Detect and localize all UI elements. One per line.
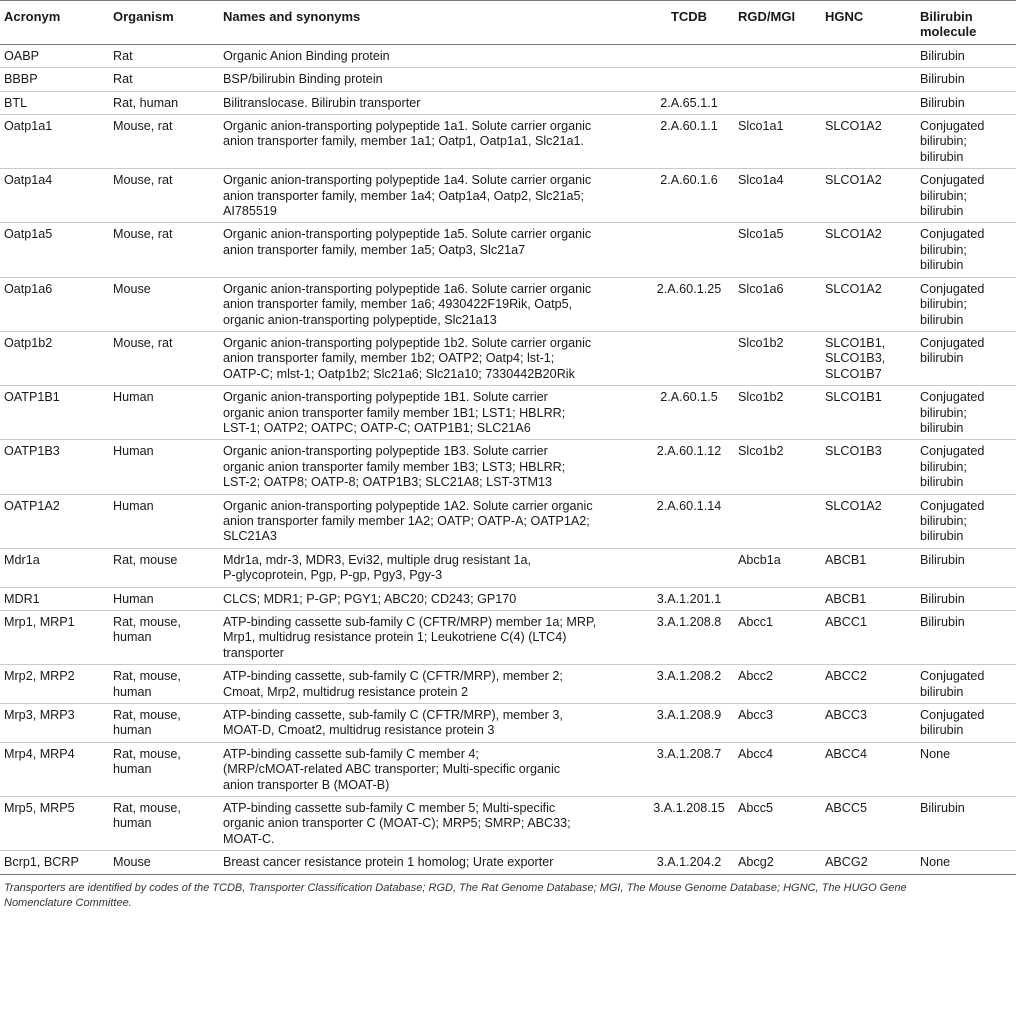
cell-names: [219, 440, 644, 494]
cell-names: [219, 851, 644, 874]
cell-bilirubin-line: Bilirubin: [920, 48, 965, 63]
cell-bilirubin-line: Bilirubin: [920, 591, 965, 606]
cell-acronym: Bcrp1, BCRP: [0, 851, 109, 874]
table-row: [0, 494, 1016, 548]
cell-hgnc-line: ABCC3: [825, 708, 867, 723]
cell-names-line: ATP-binding cassette sub-family C member 5; Multi-specific: [223, 801, 556, 816]
cell-names-line: anion transporter family, member 1a4; Oatp1a4, Oatp2, Slc21a5;: [223, 188, 584, 203]
cell-hgnc-line: SLCO1B3,: [825, 351, 886, 366]
cell-organism-line: Mouse: [113, 855, 151, 870]
header-bilirubin: [916, 1, 1016, 45]
cell-bilirubin-line: bilirubin: [920, 204, 964, 219]
cell-organism: [109, 331, 219, 385]
cell-hgnc-line: SLCO1A2: [825, 281, 882, 296]
cell-tcdb: 3.A.1.208.2: [644, 665, 734, 704]
cell-hgnc: [821, 169, 916, 223]
cell-tcdb: [644, 44, 734, 67]
cell-bilirubin-line: bilirubin: [920, 684, 964, 699]
cell-names-line: Organic anion-transporting polypeptide 1a1. Solute carrier organic: [223, 119, 592, 134]
cell-names: [219, 742, 644, 796]
cell-organism-line: Rat, mouse,: [113, 615, 181, 629]
cell-organism: [109, 386, 219, 440]
cell-acronym: Mrp5, MRP5: [0, 797, 109, 851]
cell-bilirubin-line: bilirubin;: [920, 188, 967, 203]
cell-organism: [109, 851, 219, 874]
cell-organism: [109, 742, 219, 796]
cell-bilirubin-line: bilirubin;: [920, 513, 967, 528]
cell-hgnc: [821, 548, 916, 587]
cell-rgd-mgi: Slco1b2: [734, 440, 821, 494]
cell-acronym: MDR1: [0, 587, 109, 610]
table-row: [0, 704, 1016, 743]
table-row: [0, 223, 1016, 277]
cell-rgd-mgi: Slco1b2: [734, 331, 821, 385]
cell-organism-line: Rat, mouse,: [113, 746, 181, 761]
cell-bilirubin: [916, 797, 1016, 851]
table-row: [0, 851, 1016, 874]
table-row: [0, 587, 1016, 610]
cell-names-line: organic anion transporter C (MOAT-C); MRP5; SMRP; ABC33;: [223, 816, 571, 831]
cell-tcdb: 3.A.1.204.2: [644, 851, 734, 874]
cell-tcdb: 2.A.60.1.5: [644, 386, 734, 440]
cell-names: [219, 223, 644, 277]
cell-hgnc: [821, 494, 916, 548]
cell-organism: [109, 611, 219, 665]
cell-names-line: Breast cancer resistance protein 1 homolog; Urate exporter: [223, 855, 554, 870]
cell-names-line: ATP-binding cassette, sub-family C (CFTR/MRP), member 2;: [223, 669, 563, 684]
cell-bilirubin-line: bilirubin: [920, 475, 964, 490]
cell-organism-line: Rat: [113, 72, 133, 87]
cell-names-line: OATP-C; mlst-1; Oatp1b2; Slc21a6; Slc21a10; 7330442B20Rik: [223, 366, 575, 381]
cell-rgd-mgi: Abcc3: [734, 704, 821, 743]
cell-hgnc: [821, 797, 916, 851]
cell-acronym: Oatp1a4: [0, 169, 109, 223]
cell-names-line: (MRP/cMOAT-related ABC transporter; Multi-specific organic: [223, 762, 561, 777]
cell-bilirubin-line: bilirubin: [920, 258, 964, 273]
cell-names-line: Cmoat, Mrp2, multidrug resistance protein 2: [223, 684, 468, 699]
cell-hgnc-line: SLCO1B1: [825, 390, 882, 405]
header-organism: Organism: [109, 1, 219, 45]
cell-names: [219, 704, 644, 743]
cell-rgd-mgi: Abcc5: [734, 797, 821, 851]
cell-hgnc-line: ABCC4: [825, 746, 867, 761]
cell-bilirubin: [916, 68, 1016, 91]
cell-tcdb: 3.A.1.208.8: [644, 611, 734, 665]
cell-bilirubin: [916, 386, 1016, 440]
cell-tcdb: 3.A.1.208.7: [644, 742, 734, 796]
cell-bilirubin-line: Conjugated: [920, 119, 985, 134]
cell-hgnc: [821, 587, 916, 610]
cell-names-line: ATP-binding cassette, sub-family C (CFTR/MRP), member 3,: [223, 708, 563, 723]
cell-hgnc-line: ABCC2: [825, 669, 867, 684]
cell-hgnc-line: SLCO1B3: [825, 444, 882, 459]
cell-tcdb: 2.A.60.1.6: [644, 169, 734, 223]
table-body: [0, 44, 1016, 874]
cell-names-line: Organic anion-transporting polypeptide 1B1. Solute carrier: [223, 390, 548, 405]
cell-names-line: Organic anion-transporting polypeptide 1B3. Solute carrier: [223, 444, 548, 459]
cell-acronym: BTL: [0, 91, 109, 114]
cell-bilirubin: [916, 494, 1016, 548]
cell-hgnc-line: SLCO1A2: [825, 173, 882, 188]
cell-tcdb: 3.A.1.208.15: [644, 797, 734, 851]
cell-names-line: BSP/bilirubin Binding protein: [223, 72, 383, 87]
cell-rgd-mgi: Slco1a5: [734, 223, 821, 277]
cell-tcdb: 2.A.65.1.1: [644, 91, 734, 114]
cell-rgd-mgi: Abcc4: [734, 742, 821, 796]
cell-bilirubin: [916, 169, 1016, 223]
header-names: Names and synonyms: [219, 1, 644, 45]
cell-organism-line: Rat, mouse,: [113, 669, 181, 684]
cell-bilirubin-line: bilirubin: [920, 312, 964, 327]
cell-hgnc-line: ABCC1: [825, 615, 867, 629]
cell-names-line: organic anion transporter family member 1B3; LST3; HBLRR;: [223, 459, 566, 474]
table-row: [0, 797, 1016, 851]
cell-rgd-mgi: [734, 494, 821, 548]
cell-bilirubin-line: bilirubin: [920, 351, 964, 366]
cell-organism: [109, 548, 219, 587]
cell-bilirubin: [916, 277, 1016, 331]
cell-names-line: anion transporter family, member 1b2; OATP2; Oatp4; lst-1;: [223, 351, 555, 366]
cell-hgnc-line: SLCO1B7: [825, 366, 882, 381]
table-row: [0, 277, 1016, 331]
cell-rgd-mgi: Slco1a6: [734, 277, 821, 331]
cell-organism-line: Human: [113, 390, 154, 405]
cell-hgnc-line: SLCO1A2: [825, 498, 882, 513]
cell-organism: [109, 797, 219, 851]
cell-bilirubin-line: bilirubin;: [920, 134, 967, 149]
cell-names-line: ATP-binding cassette sub-family C (CFTR/MRP) member 1a; MRP,: [223, 615, 597, 629]
cell-tcdb: 2.A.60.1.14: [644, 494, 734, 548]
cell-bilirubin: [916, 611, 1016, 665]
table-row: [0, 91, 1016, 114]
header-hgnc: HGNC: [821, 1, 916, 45]
cell-hgnc-line: SLCO1A2: [825, 119, 882, 134]
cell-names: [219, 548, 644, 587]
cell-names-line: LST-1; OATP2; OATPC; OATP-C; OATP1B1; SLC21A6: [223, 420, 531, 435]
cell-hgnc: [821, 386, 916, 440]
cell-names-line: Organic anion-transporting polypeptide 1a6. Solute carrier organic: [223, 281, 592, 296]
header-bilirubin-line: molecule: [920, 24, 977, 40]
cell-tcdb: [644, 548, 734, 587]
cell-names: [219, 91, 644, 114]
cell-organism: [109, 68, 219, 91]
cell-hgnc-line: ABCC5: [825, 801, 867, 816]
cell-bilirubin-line: Conjugated: [920, 173, 985, 188]
cell-acronym: Oatp1a6: [0, 277, 109, 331]
cell-names: [219, 44, 644, 67]
cell-names-line: anion transporter family, member 1a5; Oatp3, Slc21a7: [223, 242, 526, 257]
cell-names: [219, 331, 644, 385]
cell-hgnc: [821, 223, 916, 277]
cell-names: [219, 797, 644, 851]
table-row: [0, 742, 1016, 796]
cell-organism-line: Mouse, rat: [113, 335, 173, 350]
cell-bilirubin-line: bilirubin;: [920, 297, 967, 312]
cell-organism-line: Mouse: [113, 281, 151, 296]
cell-tcdb: 3.A.1.201.1: [644, 587, 734, 610]
cell-names-line: Organic Anion Binding protein: [223, 48, 390, 63]
cell-names-line: Organic anion-transporting polypeptide 1A2. Solute carrier organic: [223, 498, 593, 513]
cell-organism-line: Rat, mouse,: [113, 708, 181, 723]
cell-rgd-mgi: [734, 68, 821, 91]
cell-bilirubin: [916, 44, 1016, 67]
cell-organism-line: human: [113, 630, 152, 645]
cell-bilirubin-line: bilirubin: [920, 420, 964, 435]
cell-organism-line: human: [113, 816, 152, 831]
cell-bilirubin: [916, 665, 1016, 704]
cell-acronym: Oatp1b2: [0, 331, 109, 385]
cell-rgd-mgi: Abcb1a: [734, 548, 821, 587]
cell-bilirubin-line: bilirubin;: [920, 459, 967, 474]
cell-names: [219, 611, 644, 665]
cell-names-line: LST-2; OATP8; OATP-8; OATP1B3; SLC21A8; LST-3TM13: [223, 475, 552, 490]
cell-bilirubin-line: Conjugated: [920, 708, 985, 723]
cell-organism: [109, 665, 219, 704]
cell-organism-line: Mouse, rat: [113, 173, 173, 188]
cell-names-line: anion transporter family, member 1a1; Oatp1, Oatp1a1, Slc21a1.: [223, 134, 584, 149]
cell-organism-line: Mouse, rat: [113, 227, 173, 242]
cell-names: [219, 386, 644, 440]
cell-rgd-mgi: [734, 91, 821, 114]
cell-bilirubin-line: Conjugated: [920, 281, 985, 296]
cell-names-line: P-glycoprotein, Pgp, P-gp, Pgy3, Pgy-3: [223, 568, 443, 583]
cell-names: [219, 68, 644, 91]
cell-bilirubin-line: Conjugated: [920, 390, 985, 405]
cell-names-line: Mrp1, multidrug resistance protein 1; Leukotriene C(4) (LTC4): [223, 630, 567, 645]
cell-acronym: Oatp1a5: [0, 223, 109, 277]
table-row: [0, 44, 1016, 67]
cell-names-line: anion transporter B (MOAT-B): [223, 777, 390, 792]
table-row: [0, 548, 1016, 587]
cell-organism: [109, 169, 219, 223]
cell-bilirubin: [916, 851, 1016, 874]
cell-organism-line: Rat: [113, 48, 133, 63]
table-header: [0, 1, 1016, 45]
cell-bilirubin-line: bilirubin: [920, 529, 964, 544]
cell-hgnc-line: ABCB1: [825, 591, 867, 606]
cell-organism-line: Rat, mouse: [113, 552, 178, 567]
cell-bilirubin-line: Conjugated: [920, 444, 985, 459]
cell-hgnc: [821, 91, 916, 114]
cell-organism-line: Human: [113, 498, 154, 513]
cell-organism: [109, 587, 219, 610]
cell-hgnc: [821, 68, 916, 91]
header-row: [0, 1, 1016, 45]
cell-bilirubin-line: Conjugated: [920, 669, 985, 684]
cell-bilirubin: [916, 587, 1016, 610]
cell-acronym: Mrp3, MRP3: [0, 704, 109, 743]
cell-acronym: OATP1A2: [0, 494, 109, 548]
cell-bilirubin-line: Bilirubin: [920, 552, 965, 567]
cell-names-line: Organic anion-transporting polypeptide 1a5. Solute carrier organic: [223, 227, 592, 242]
cell-names: [219, 494, 644, 548]
cell-bilirubin-line: bilirubin;: [920, 405, 967, 420]
cell-organism-line: Rat, mouse,: [113, 801, 181, 816]
cell-tcdb: 2.A.60.1.12: [644, 440, 734, 494]
cell-acronym: Mdr1a: [0, 548, 109, 587]
cell-bilirubin-line: Bilirubin: [920, 72, 965, 87]
cell-names: [219, 587, 644, 610]
table-row: [0, 68, 1016, 91]
cell-organism-line: human: [113, 723, 152, 738]
header-acronym: Acronym: [0, 1, 109, 45]
cell-names-line: MOAT-D, Cmoat2, multidrug resistance protein 3: [223, 723, 495, 738]
cell-names-line: Organic anion-transporting polypeptide 1a4. Solute carrier organic: [223, 173, 592, 188]
header-tcdb: TCDB: [644, 1, 734, 45]
cell-names: [219, 665, 644, 704]
cell-bilirubin: [916, 115, 1016, 169]
cell-organism-line: Human: [113, 444, 154, 459]
cell-rgd-mgi: [734, 587, 821, 610]
table-row: [0, 115, 1016, 169]
cell-names-line: ATP-binding cassette sub-family C member 4;: [223, 746, 479, 761]
header-rgd-mgi: RGD/MGI: [734, 1, 821, 45]
cell-hgnc: [821, 115, 916, 169]
cell-names: [219, 169, 644, 223]
cell-acronym: Mrp4, MRP4: [0, 742, 109, 796]
cell-tcdb: 2.A.60.1.1: [644, 115, 734, 169]
cell-hgnc: [821, 851, 916, 874]
cell-tcdb: [644, 223, 734, 277]
cell-bilirubin-line: Conjugated: [920, 335, 985, 350]
table-row: [0, 169, 1016, 223]
cell-tcdb: 2.A.60.1.25: [644, 277, 734, 331]
cell-organism: [109, 115, 219, 169]
cell-hgnc: [821, 742, 916, 796]
cell-organism-line: human: [113, 684, 152, 699]
cell-organism: [109, 223, 219, 277]
cell-acronym: OATP1B3: [0, 440, 109, 494]
cell-bilirubin-line: Bilirubin: [920, 95, 965, 110]
cell-tcdb: [644, 68, 734, 91]
cell-rgd-mgi: Abcc1: [734, 611, 821, 665]
cell-rgd-mgi: Abcc2: [734, 665, 821, 704]
cell-names: [219, 277, 644, 331]
table-footnote: [0, 875, 1016, 911]
cell-bilirubin: [916, 331, 1016, 385]
cell-hgnc-line: SLCO1B1,: [825, 335, 886, 350]
cell-acronym: Oatp1a1: [0, 115, 109, 169]
cell-hgnc: [821, 665, 916, 704]
cell-organism-line: human: [113, 762, 152, 777]
cell-acronym: Mrp1, MRP1: [0, 611, 109, 665]
footnote-line: Nomenclature Committee.: [4, 896, 132, 909]
cell-rgd-mgi: Slco1b2: [734, 386, 821, 440]
cell-organism: [109, 277, 219, 331]
cell-bilirubin-line: bilirubin: [920, 149, 964, 164]
cell-names-line: Organic anion-transporting polypeptide 1b2. Solute carrier organic: [223, 335, 592, 350]
cell-rgd-mgi: Slco1a1: [734, 115, 821, 169]
cell-tcdb: 3.A.1.208.9: [644, 704, 734, 743]
cell-acronym: BBBP: [0, 68, 109, 91]
table-row: [0, 440, 1016, 494]
cell-names-line: CLCS; MDR1; P-GP; PGY1; ABC20; CD243; GP170: [223, 591, 517, 606]
table-row: [0, 386, 1016, 440]
cell-bilirubin: [916, 742, 1016, 796]
cell-hgnc: [821, 331, 916, 385]
cell-hgnc: [821, 44, 916, 67]
table-row: [0, 331, 1016, 385]
cell-organism-line: Human: [113, 591, 154, 606]
cell-rgd-mgi: Slco1a4: [734, 169, 821, 223]
cell-organism: [109, 440, 219, 494]
cell-names-line: organic anion-transporting polypeptide, Slc21a13: [223, 312, 497, 327]
cell-acronym: OABP: [0, 44, 109, 67]
cell-hgnc-line: ABCB1: [825, 552, 867, 567]
cell-rgd-mgi: Abcg2: [734, 851, 821, 874]
cell-rgd-mgi: [734, 44, 821, 67]
cell-names-line: Bilitranslocase. Bilirubin transporter: [223, 95, 421, 110]
cell-bilirubin: [916, 91, 1016, 114]
cell-organism: [109, 494, 219, 548]
cell-organism: [109, 44, 219, 67]
cell-bilirubin-line: None: [920, 746, 951, 761]
cell-hgnc: [821, 611, 916, 665]
cell-names-line: transporter: [223, 645, 284, 660]
footnote-line: Transporters are identified by codes of the TCDB, Transporter Classification Database; RGD, The Rat Genome Database; MGI, The Mouse Genome Database; HGNC, The HUGO Gene: [4, 881, 907, 894]
cell-bilirubin: [916, 223, 1016, 277]
cell-bilirubin: [916, 440, 1016, 494]
cell-bilirubin-line: bilirubin;: [920, 242, 967, 257]
cell-names: [219, 115, 644, 169]
cell-hgnc: [821, 277, 916, 331]
cell-bilirubin-line: None: [920, 855, 951, 870]
cell-bilirubin-line: Conjugated: [920, 227, 985, 242]
cell-organism: [109, 704, 219, 743]
cell-names-line: SLC21A3: [223, 529, 277, 544]
cell-bilirubin: [916, 704, 1016, 743]
table-row: [0, 611, 1016, 665]
cell-bilirubin: [916, 548, 1016, 587]
cell-bilirubin-line: Bilirubin: [920, 801, 965, 816]
cell-names-line: AI785519: [223, 204, 277, 219]
cell-names-line: Mdr1a, mdr-3, MDR3, Evi32, multiple drug resistant 1a,: [223, 552, 531, 567]
cell-bilirubin-line: bilirubin: [920, 723, 964, 738]
cell-acronym: OATP1B1: [0, 386, 109, 440]
cell-organism-line: Mouse, rat: [113, 119, 173, 134]
cell-bilirubin-line: Bilirubin: [920, 615, 965, 629]
cell-acronym: Mrp2, MRP2: [0, 665, 109, 704]
cell-names-line: anion transporter family, member 1a6; 4930422F19Rik, Oatp5,: [223, 297, 573, 312]
cell-names-line: organic anion transporter family member 1B1; LST1; HBLRR;: [223, 405, 566, 420]
cell-organism-line: Rat, human: [113, 95, 179, 110]
cell-bilirubin-line: Conjugated: [920, 498, 985, 513]
cell-organism: [109, 91, 219, 114]
cell-hgnc-line: ABCG2: [825, 855, 868, 870]
table-row: [0, 665, 1016, 704]
header-bilirubin-line: Bilirubin: [920, 9, 973, 24]
cell-names-line: anion transporter family member 1A2; OATP; OATP-A; OATP1A2;: [223, 513, 590, 528]
cell-hgnc: [821, 704, 916, 743]
cell-names-line: MOAT-C.: [223, 831, 275, 846]
cell-tcdb: [644, 331, 734, 385]
cell-hgnc: [821, 440, 916, 494]
cell-hgnc-line: SLCO1A2: [825, 227, 882, 242]
